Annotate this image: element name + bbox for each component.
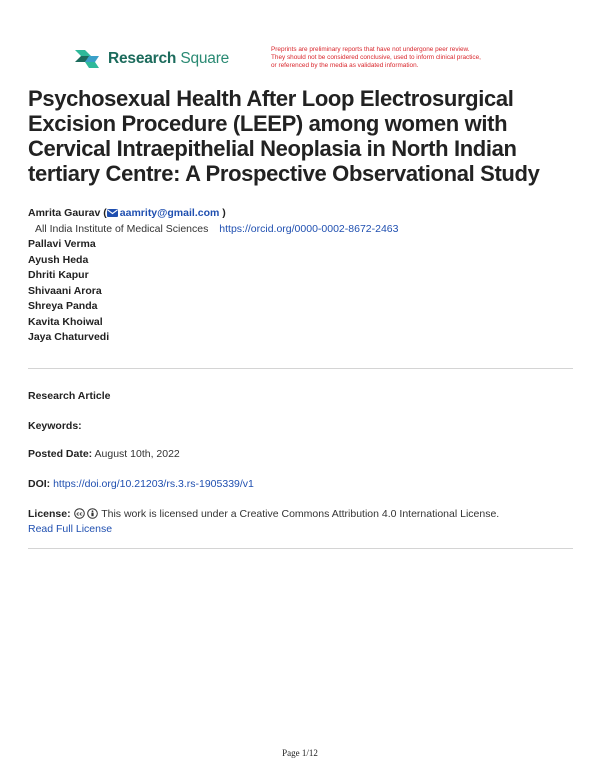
svg-text:cc: cc xyxy=(75,511,83,518)
paper-title: Psychosexual Health After Loop Electrosurgical Excision Procedure (LEEP) among women with Cervical Intraepithelial Neoplasia in North Indian tertiary Centre: A Prospective Observational Study xyxy=(28,86,540,186)
posted-date-row xyxy=(28,447,180,462)
author-name[interactable]: Amrita Gaurav xyxy=(28,207,101,219)
research-square-logo-icon xyxy=(73,48,101,70)
read-full-license-link[interactable]: Read Full License xyxy=(28,523,113,535)
research-square-logo[interactable] xyxy=(73,46,229,72)
license-text: This work is licensed under a Creative Commons Attribution 4.0 International License. xyxy=(101,508,500,520)
author-name[interactable]: Shivaani Arora xyxy=(28,284,102,297)
affiliation-line xyxy=(28,222,398,238)
open-paren: ( xyxy=(103,207,107,219)
disclaimer-line: They should not be considered conclusive, used to inform clinical practice, xyxy=(271,54,481,61)
logo-word-square: Square xyxy=(180,50,230,67)
author-affiliation: All India Institute of Medical Sciences xyxy=(35,222,209,235)
posted-date-label: Posted Date: xyxy=(28,448,93,460)
keywords-label: Keywords: xyxy=(28,420,82,432)
first-author-line xyxy=(28,206,398,222)
preprint-disclaimer xyxy=(271,46,541,70)
orcid-link[interactable]: https://orcid.org/0000-0002-8672-2463 xyxy=(219,222,399,235)
author-name[interactable]: Pallavi Verma xyxy=(28,238,96,250)
attribution-icon[interactable] xyxy=(87,508,98,519)
author-name[interactable]: Ayush Heda xyxy=(28,253,89,266)
author-name[interactable]: Jaya Chaturvedi xyxy=(28,331,110,343)
doi-row xyxy=(28,477,254,492)
close-paren: ) xyxy=(222,207,226,219)
author-list xyxy=(28,206,398,346)
posted-date-value: August 10th, 2022 xyxy=(94,448,180,460)
article-type-label: Research Article xyxy=(28,390,111,402)
doi-link[interactable]: https://doi.org/10.21203/rs.3.rs-1905339/v1 xyxy=(53,478,254,490)
divider xyxy=(28,548,573,549)
author-name[interactable]: Kavita Khoiwal xyxy=(28,315,103,328)
license-label: License: xyxy=(28,508,71,520)
divider xyxy=(28,368,573,369)
mail-icon xyxy=(107,209,118,217)
keywords-row xyxy=(28,419,82,434)
page-number: Page 1/12 xyxy=(282,748,318,758)
creative-commons-icon[interactable] xyxy=(74,508,85,519)
author-name[interactable]: Dhriti Kapur xyxy=(28,269,89,281)
disclaimer-line: Preprints are preliminary reports that have not undergone peer review. xyxy=(271,46,470,53)
logo-word-research: Research xyxy=(108,50,177,67)
article-type xyxy=(28,389,111,404)
author-name[interactable]: Shreya Panda xyxy=(28,300,98,312)
author-email-link[interactable]: aamrity@gmail.com xyxy=(119,207,220,219)
doi-label: DOI: xyxy=(28,478,51,490)
disclaimer-line: or referenced by the media as validated information. xyxy=(271,62,419,69)
license-row xyxy=(28,507,499,537)
logo-wordmark xyxy=(108,50,229,68)
